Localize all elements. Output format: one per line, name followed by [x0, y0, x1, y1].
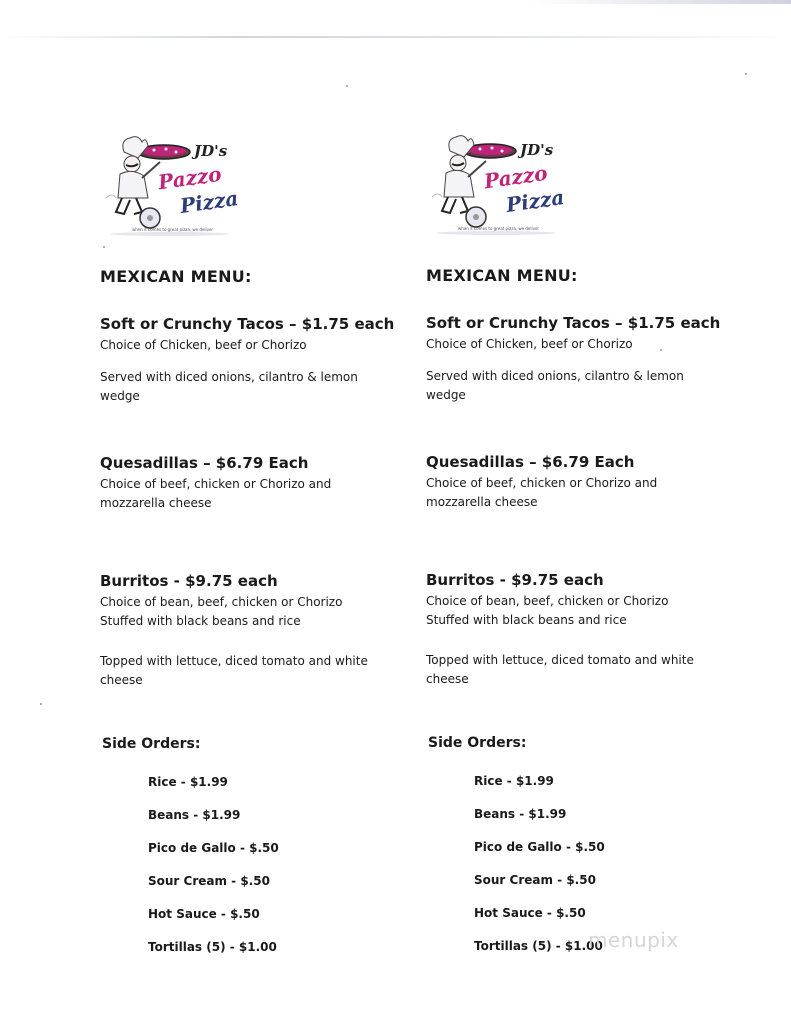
side-orders-list — [474, 772, 605, 970]
side-order-item: Hot Sauce - $.50 — [474, 906, 586, 920]
jds-logo — [102, 132, 238, 238]
item-description: wedge — [426, 388, 466, 402]
item-description: Choice of Chicken, beef or Chorizo — [100, 338, 307, 352]
logo-pizza-text: Pizza — [178, 186, 240, 218]
item-description: Choice of bean, beef, chicken or Chorizo — [100, 595, 343, 609]
item-description: Served with diced onions, cilantro & lemon — [426, 369, 684, 383]
item-description: mozzarella cheese — [426, 495, 538, 509]
side-orders-title: Side Orders: — [428, 735, 527, 751]
scan-speck — [103, 246, 105, 248]
logo-tagline: when it comes to great pizza, we deliver — [458, 226, 540, 231]
menu-title: MEXICAN MENU: — [100, 267, 252, 286]
menu-item-quesadillas — [426, 453, 726, 512]
side-order-item: Tortillas (5) - $1.00 — [148, 940, 277, 954]
menu-column-left — [98, 0, 418, 1024]
logo-jds-text: JD's — [520, 141, 554, 159]
item-description: wedge — [100, 389, 140, 403]
menu-item-tacos — [100, 315, 400, 406]
scan-speck — [660, 349, 662, 351]
item-description: cheese — [100, 673, 143, 687]
menu-item-quesadillas — [100, 454, 400, 513]
side-order-item: Sour Cream - $.50 — [148, 874, 270, 888]
side-orders-title: Side Orders: — [102, 736, 201, 752]
item-description: Choice of bean, beef, chicken or Chorizo — [426, 594, 669, 608]
logo-tagline: when it comes to great pizza, we deliver — [132, 227, 214, 232]
scan-speck — [346, 85, 348, 87]
logo-pazzo-text: Pazzo — [156, 161, 223, 195]
item-name: Soft or Crunchy Tacos – $1.75 each — [100, 315, 395, 333]
item-name: Burritos - $9.75 each — [426, 571, 604, 589]
side-order-item: Hot Sauce - $.50 — [148, 907, 260, 921]
item-description: Topped with lettuce, diced tomato and white — [100, 654, 368, 668]
side-orders-list — [148, 773, 279, 971]
item-description: Served with diced onions, cilantro & lemon — [100, 370, 358, 384]
side-order-item: Rice - $1.99 — [148, 775, 228, 789]
side-order-item: Sour Cream - $.50 — [474, 873, 596, 887]
logo-pazzo-text: Pazzo — [482, 160, 549, 194]
side-order-item: Rice - $1.99 — [474, 774, 554, 788]
menupix-watermark: menupix — [588, 928, 679, 952]
jds-logo — [428, 131, 564, 237]
item-description: mozzarella cheese — [100, 496, 212, 510]
item-name: Soft or Crunchy Tacos – $1.75 each — [426, 314, 721, 332]
menu-item-burritos — [426, 571, 726, 689]
side-order-item: Pico de Gallo - $.50 — [474, 840, 605, 854]
item-description: Topped with lettuce, diced tomato and white — [426, 653, 694, 667]
menu-title: MEXICAN MENU: — [426, 266, 578, 285]
item-description: cheese — [426, 672, 469, 686]
menu-item-burritos — [100, 572, 400, 690]
menu-item-tacos — [426, 314, 726, 405]
logo-jds-text: JD's — [194, 142, 228, 160]
side-order-item: Tortillas (5) - $1.00 — [474, 939, 603, 953]
item-name: Quesadillas – $6.79 Each — [426, 453, 635, 471]
item-description: Choice of Chicken, beef or Chorizo — [426, 337, 633, 351]
item-name: Burritos - $9.75 each — [100, 572, 278, 590]
item-description: Choice of beef, chicken or Chorizo and — [426, 476, 658, 490]
scan-speck — [745, 73, 747, 75]
item-description: Stuffed with black beans and rice — [100, 614, 301, 628]
scan-speck — [40, 703, 42, 705]
side-order-item: Pico de Gallo - $.50 — [148, 841, 279, 855]
item-description: Stuffed with black beans and rice — [426, 613, 627, 627]
side-order-item: Beans - $1.99 — [474, 807, 567, 821]
item-description: Choice of beef, chicken or Chorizo and — [100, 477, 332, 491]
menu-column-right — [424, 0, 744, 1023]
item-name: Quesadillas – $6.79 Each — [100, 454, 309, 472]
side-order-item: Beans - $1.99 — [148, 808, 241, 822]
logo-pizza-text: Pizza — [504, 185, 566, 217]
